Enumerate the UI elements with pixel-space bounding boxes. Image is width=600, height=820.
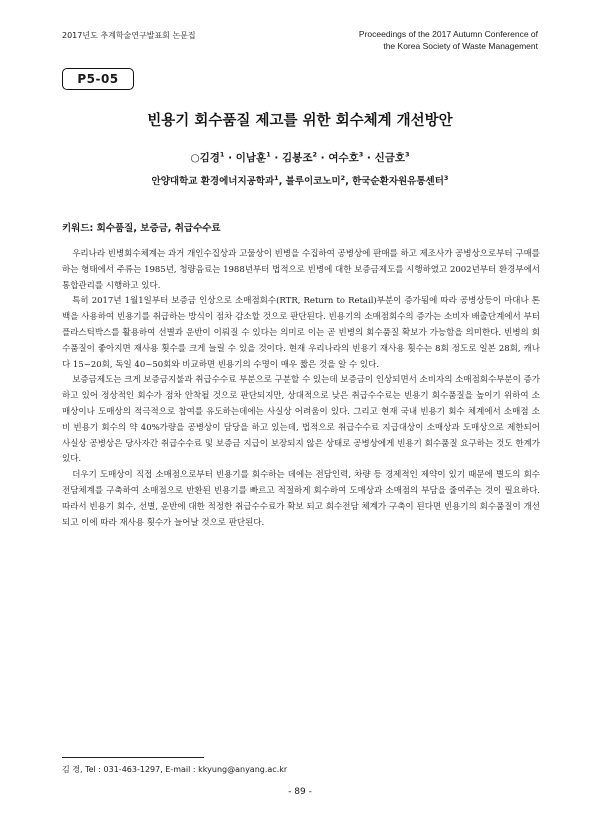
author-name: 김경 xyxy=(199,152,220,164)
affiliation-separator: , xyxy=(278,176,286,187)
author-name: 이남훈 xyxy=(235,152,267,164)
paper-code-badge: P5-05 xyxy=(62,68,134,90)
presenter-mark: ○ xyxy=(190,152,200,164)
author-affil-sup: 1 xyxy=(219,150,225,159)
conference-header-line2: the Korea Society of Waste Management xyxy=(383,41,538,51)
author-separator: · xyxy=(317,152,329,164)
footnote-divider xyxy=(62,757,204,758)
affiliation-sup: 3 xyxy=(443,173,449,182)
author-name: 김봉조 xyxy=(282,152,313,164)
affiliation: 블루이코노미 xyxy=(285,176,341,187)
author-affil-sup: 3 xyxy=(358,150,364,159)
author-affil-sup: 2 xyxy=(312,150,317,159)
body-paragraph: 더우기 도매상이 직접 소매점으로부터 빈용기를 회수하는 데에는 전담인력, 차량 등 경제적인 제약이 있기 때문에 별도의 회수전담체계를 구축하여 소매점으로 반환된 빈용기를 빠르고 적절하게 회수하여 도매상과 소매점의 부담을 줄여주는 것이 필요하다. 따라서 빈용기 회수, 선별, 운반에 대한 적정한 취급수수료가 확보 되고 회수전담 체계가 구축이 된다면 빈용기의 회수품질이 개선되고 이에 따라 재사용 횟수가 늘어날 것으로 판단된다. xyxy=(62,470,540,528)
affiliation: 안양대학교 환경에너지공학과 xyxy=(151,176,275,187)
body-paragraph: 보증금제도는 크게 보증금지불과 취급수수료 부분으로 구분할 수 있는데 보증금이 인상되면서 소비자의 소매점회수부분이 증가하고 있어 정상적인 회수가 점차 안착될 것으로 판단되지만, 상대적으로 낮은 취급수수료는 빈용기 회수품질을 높이기 위하여 소매상이나 도매상의 적극적으로 참여를 유도하는데에는 사실상 어려움이 있다. 그리고 현재 국내 빈용기 회수 체계에서 소매점 소비 빈용기 회수의 약 40%가량을 공병상이 담당을 하고 있는데, 법적으로 취급수수료 지급대상이 소매상과 도매상으로 제한되어 사실상 공병상은 당사자간 취급수수료 및 보증금 지급이 보장되지 않은 상태로 공병상에게 빈용기 회수품질 요구하는 것도 한계가 있다. xyxy=(62,375,540,465)
author-name: 신금호 xyxy=(374,152,406,164)
affiliation: 한국순환자원유통센터 xyxy=(352,176,444,187)
conference-header-english xyxy=(359,28,538,52)
corresponding-author-footnote: 김 경, Tel : 031-463-1297, E-mail : kkyung@anyang.ac.kr xyxy=(62,765,288,774)
keywords: 키워드: 회수품질, 보증금, 취급수수료 xyxy=(62,223,221,234)
author-name: 여수호 xyxy=(328,152,359,164)
author-separator: · xyxy=(224,152,236,164)
conference-header-line1: Proceedings of the 2017 Autumn Conference of xyxy=(358,29,538,39)
affiliation-separator: , xyxy=(345,176,353,187)
abstract-body xyxy=(62,247,540,531)
author-affil-sup: 1 xyxy=(266,150,271,159)
body-paragraph: 우리나라 빈병회수체계는 과거 개인수집상과 고물상이 빈병을 수집하여 공병상에 판매를 하고 제조사가 공병상으로부터 구매를 하는 형태에서 주류는 1985년, 청량음료는 1988년부터 법적으로 빈병에 대한 보증금제도를 시행하였고 2002년부터 환경부에서 통합관리를 시행하고 있다. xyxy=(62,249,540,291)
author-affil-sup: 3 xyxy=(405,150,410,159)
author-separator: · xyxy=(363,152,375,164)
affiliation-list xyxy=(0,173,600,187)
page-number: - 89 - xyxy=(288,787,312,797)
affiliation-sup: 2 xyxy=(340,173,346,182)
body-paragraph: 특히 2017년 1월1일부터 보증금 인상으로 소매점회수(RTR, Return to Retail)부분이 증가됨에 따라 공병상등이 마대나 톤백을 사용하여 빈용기를 취급하는 방식이 점차 감소할 것으로 판단된다. 빈용기의 소매점회수의 증가는 소비자 배출단계에서 부터 플라스틱박스를 활용하여 선별과 운반이 이뤄질 수 있다는 의미로 이는 곧 빈병의 회수품질 확보가 가능함을 의미한다. 빈병의 회수품질이 좋아지면 재사용 횟수를 크게 늘릴 수 있을 것이다. 현재 우리나라의 빈용기 재사용 횟수는 8회 정도로 일본 28회, 캐나다 15~20회, 독일 40~50회와 비교하면 빈용기의 수명이 매우 짧은 것을 알 수 있다. xyxy=(62,296,540,370)
author-list xyxy=(0,150,600,165)
paper-title: 빈용기 회수품질 제고를 위한 회수체계 개선방안 xyxy=(147,113,453,129)
author-separator: · xyxy=(270,152,283,164)
conference-header-korean: 2017년도 추계학술연구발표회 논문집 xyxy=(62,31,196,40)
affiliation-sup: 1 xyxy=(274,173,279,182)
